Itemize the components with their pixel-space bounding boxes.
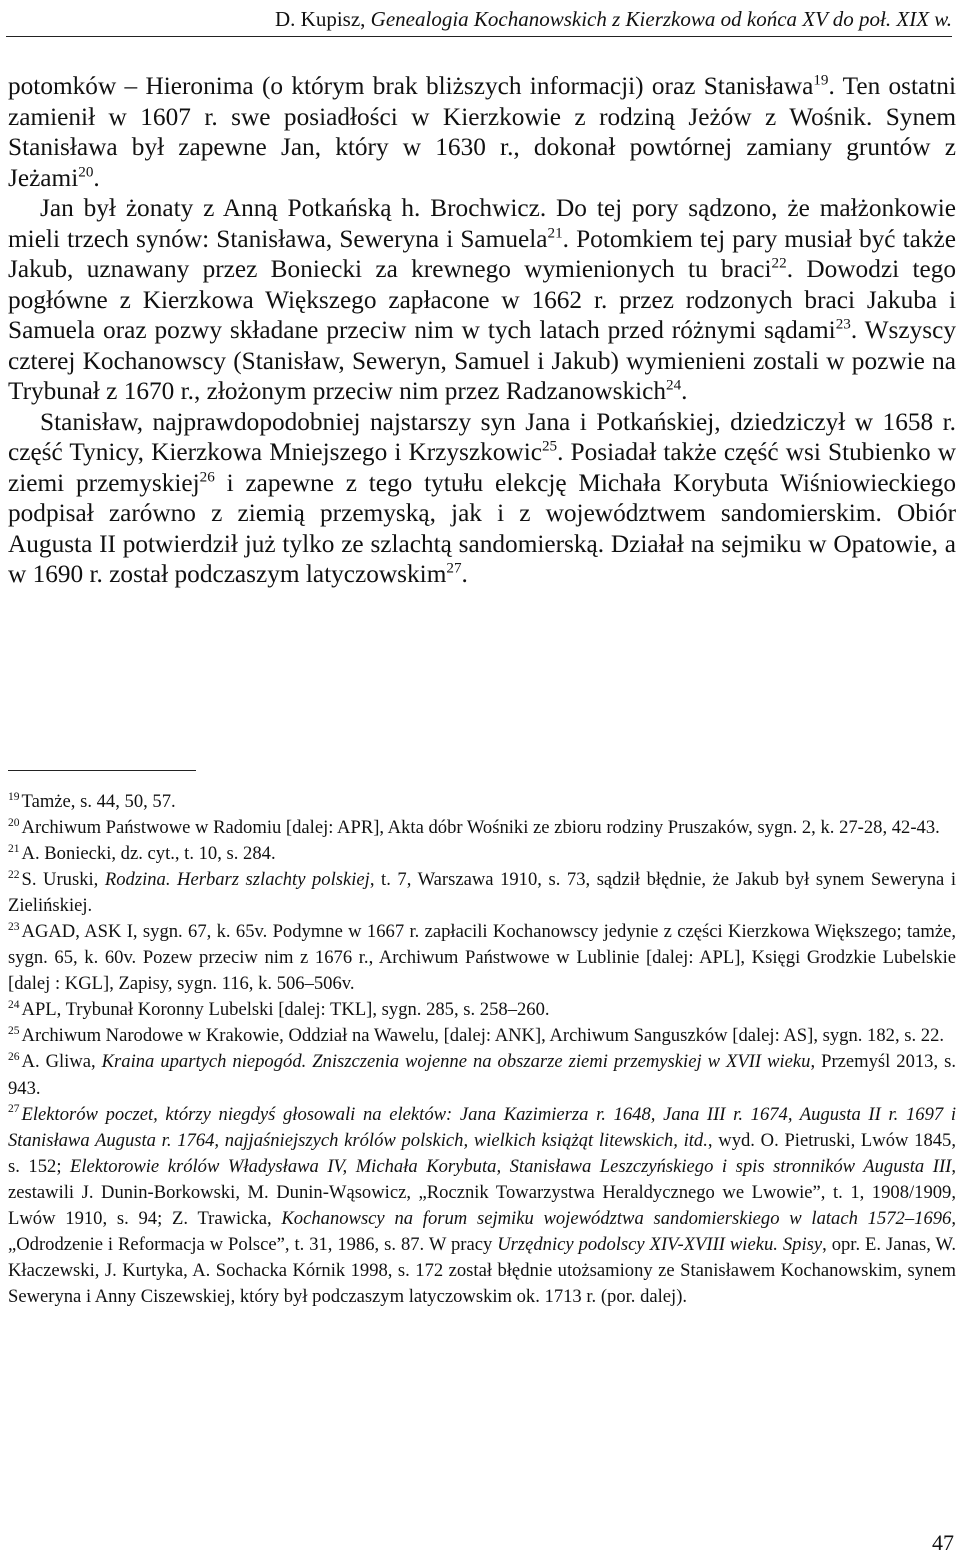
footnote bbox=[8, 815, 956, 841]
text-run: A. Boniecki, dz. cyt., t. 10, s. 284. bbox=[21, 843, 276, 865]
text-run: . Posiadał także część wsi Stubienko w ziemi przemyskiej bbox=[8, 438, 956, 497]
running-head-title: Genealogia Kochanowskich z Kierzkowa od końca XV do poł. XIX w. bbox=[370, 7, 952, 31]
body-paragraph bbox=[8, 407, 956, 590]
text-run: AGAD, ASK I, sygn. 67, k. 65v. Podymne w 1667 r. zapłacili Kochanowscy jedynie z części Kierzkowa Większego; tamże, sygn. 65, k. 60v. Pozew przeciw nim z 1676 r., Archiwum Państwowe w Lublinie [dalej: APL], Księgi Grodzkie Lubelskie [dalej : KGL], Zapisy, sygn. 116, k. 506–506v. bbox=[8, 921, 956, 995]
italic-title: Urzędnicy podolscy XIV-XVIII wieku. Spisy bbox=[497, 1233, 823, 1255]
italic-title: Rodzina. Herbarz szlachty polskiej bbox=[104, 869, 370, 891]
text-run: Stanisław, najprawdopodobniej najstarszy syn Jana i Potkańskiej, dziedziczył w 1658 r. część Tynicy, Kierzkowa Mniejszego i Krzyszkowic bbox=[8, 407, 956, 466]
footnote-ref: 20 bbox=[78, 163, 94, 181]
main-text bbox=[8, 71, 956, 590]
footnote-number: 23 bbox=[8, 921, 20, 934]
text-run: , opr. E. Janas, W. Kłaczewski, J. Kurtyka, A. Sochacka Kórnik 1998, s. 172 został błędnie utożsamiony ze Stanisławem Kochanowskim, synem Seweryna i Anny Ciszewskiej, który był podczaszym latyczowskim ok. 1713 r. (por. dalej). bbox=[8, 1233, 957, 1307]
footnote-ref: 25 bbox=[541, 437, 558, 455]
text-run: , Przemyśl 2013, s. 943. bbox=[8, 1051, 956, 1099]
text-run: , „Odrodzenie i Reformacja w Polsce”, t. 31, 1986, s. 87. W pracy bbox=[8, 1207, 956, 1255]
footnote-number: 22 bbox=[8, 868, 20, 881]
text-run: A. Gliwa, bbox=[21, 1051, 102, 1073]
running-head-author: D. Kupisz, bbox=[275, 7, 371, 31]
text-run: . Potomkiem tej pary musiał być także Jakub, uznawany przez Boniecki za krewnego wymienionych tu braci bbox=[8, 224, 957, 283]
footnote-number: 19 bbox=[8, 790, 20, 803]
page-number: 47 bbox=[932, 1530, 954, 1555]
footnote-number: 24 bbox=[8, 999, 20, 1012]
text-run: . bbox=[461, 560, 468, 588]
text-run: , t. 7, Warszawa 1910, s. 73, sądził błędnie, że Jakub był synem Seweryna i Zielińskiej. bbox=[8, 869, 956, 917]
running-head bbox=[6, 0, 952, 38]
text-run: . bbox=[93, 163, 100, 192]
footnote-number: 20 bbox=[8, 816, 20, 829]
text-run: . Dowodzi tego pogłówne z Kierzkowa Większego zapłacone w 1662 r. przez rodzonych braci Jakuba i Samuela oraz pozwy składane przeciw nim w tych latach przed różnymi sądami bbox=[8, 255, 956, 344]
footnote bbox=[8, 789, 956, 815]
text-run: . bbox=[681, 377, 688, 405]
italic-title: Elektorowie królów Władysława IV, Michała Korybuta, Stanisława Leszczyńskiego i spis stronników Augusta III bbox=[70, 1155, 952, 1177]
text-run: i zapewne z tego tytułu elekcję Michała Korybuta Wiśniowieckiego podpisał zarówno z ziemią przemyską, jak i z województwem sandomierskim. Obiór Augusta II potwierdził już tylko ze szlachtą sandomierską. Działał na sejmiku w Opatowie, a w 1690 r. został podczaszym latyczowskim bbox=[8, 468, 956, 588]
text-run: Tamże, s. 44, 50, 57. bbox=[21, 791, 176, 812]
footnote-number: 21 bbox=[8, 842, 20, 855]
italic-title: Kochanowscy na forum sejmiku województwa sandomierskiego w latach 1572–1696 bbox=[281, 1207, 952, 1229]
footnote-ref: 21 bbox=[547, 224, 563, 242]
text-run: , zestawili J. Dunin-Borkowski, M. Dunin-Wąsowicz, „Rocznik Towarzystwa Heraldycznego we Lwowie”, t. 1, 1908/1909, Lwów 1910, s. 94; Z. Trawicka, bbox=[8, 1155, 956, 1229]
text-run: Archiwum Państwowe w Radomiu [dalej: APR], Akta dóbr Wośniki ze zbioru rodziny Pruszaków, sygn. 2, k. 27-28, 42-43. bbox=[21, 817, 940, 839]
text-run: . Ten ostatni zamienił w 1607 r. swe posiadłości w Kierzkowie z rodziną Jeżów z Wośnik. Synem Stanisława był zapewne Jan, który w 1630 r., dokonał powtórnej zamiany gruntów z Jeżami bbox=[8, 72, 956, 192]
footnote bbox=[8, 1102, 956, 1310]
footnotes bbox=[8, 789, 956, 1310]
text-run: APL, Trybunał Koronny Lubelski [dalej: TKL], sygn. 285, s. 258–260. bbox=[21, 999, 550, 1021]
footnote-rule bbox=[8, 770, 196, 771]
footnote bbox=[8, 919, 956, 997]
footnote bbox=[8, 867, 956, 919]
text-run: Jan był żonaty z Anną Potkańską h. Brochwicz. Do tej pory sądzono, że małżonkowie mieli trzech synów: Stanisława, Seweryna i Samuela bbox=[8, 194, 956, 253]
footnote-ref: 19 bbox=[813, 71, 829, 89]
footnote-ref: 24 bbox=[666, 376, 682, 394]
text-run: S. Uruski, bbox=[21, 869, 105, 891]
header-rule bbox=[6, 36, 952, 37]
footnote-number: 26 bbox=[8, 1051, 20, 1064]
footnote-ref: 27 bbox=[446, 559, 462, 577]
running-head-text bbox=[275, 7, 952, 32]
footnote bbox=[8, 997, 956, 1023]
text-run: . Wszyscy czterej Kochanowscy (Stanisław, Seweryn, Samuel i Jakub) wymienieni zostali w pozwie na Trybunał z 1670 r., złożonym przeciw nim przez Radzanowskich bbox=[8, 316, 956, 405]
italic-title: Kraina upartych niepogód. Zniszczenia wojenne na obszarze ziemi przemyskiej w XVII wieku bbox=[101, 1051, 811, 1073]
text-run: Archiwum Narodowe w Krakowie, Oddział na Wawelu, [dalej: ANK], Archiwum Sanguszków [dalej: AS], sygn. 182, s. 22. bbox=[21, 1025, 945, 1047]
text-run: potomków – Hieronima (o którym brak bliższych informacji) oraz Stanisława bbox=[8, 72, 814, 100]
footnote bbox=[8, 1049, 956, 1101]
body-paragraph bbox=[8, 193, 956, 407]
footnote-ref: 23 bbox=[835, 315, 851, 333]
footnote-ref: 26 bbox=[199, 468, 215, 486]
footnote-number: 25 bbox=[8, 1025, 20, 1038]
footnote-number: 27 bbox=[8, 1103, 20, 1116]
footnote bbox=[8, 1023, 956, 1049]
italic-title: Elektorów poczet, którzy niegdyś głosowali na elektów: Jana Kazimierza r. 1648, Jana III r. 1674, Augusta II r. 1697 i Stanisława Augusta r. 1764, najjaśniejszych królów polskich, wielkich książąt litewskich, itd. bbox=[8, 1103, 956, 1151]
body-paragraph bbox=[8, 71, 956, 193]
footnote bbox=[8, 841, 956, 867]
text-run: , wyd. O. Pietruski, Lwów 1845, s. 152; bbox=[8, 1129, 957, 1177]
footnote-ref: 22 bbox=[771, 254, 787, 272]
